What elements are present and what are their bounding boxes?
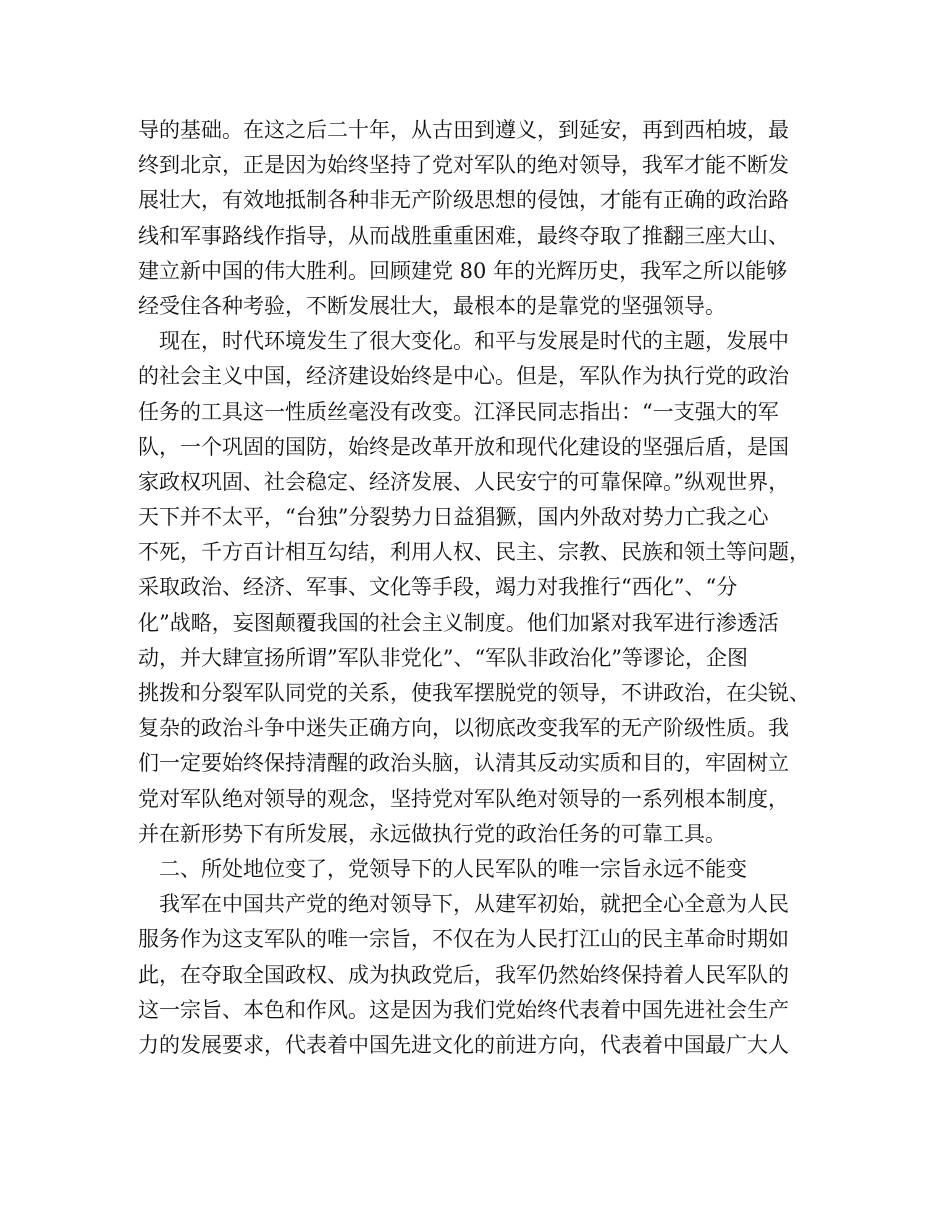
- text-line: 的社会主义中国，经济建设始终是中心。但是，军队作为执行党的政治: [138, 364, 789, 389]
- text-line: 任务的工具这一性质丝毫没有改变。江泽民同志指出：“一支强大的军: [138, 399, 779, 424]
- text-line: 线和军事路线作指导，从而战胜重重困难，最终夺取了推翻三座大山、: [138, 223, 789, 248]
- text-line: 化”战略，妄图颠覆我国的社会主义制度。他们加紧对我军进行渗透活: [138, 610, 779, 635]
- text-line: 展壮大，有效地抵制各种非无产阶级思想的侵蚀，才能有正确的政治路: [138, 188, 789, 213]
- text-line: 天下并不太平，“台独”分裂势力日益猖獗，国内外敌对势力亡我之心: [138, 505, 769, 530]
- text-line: 我军在中国共产党的绝对领导下，从建军初始，就把全心全意为人民: [159, 892, 789, 917]
- text-line: 挑拨和分裂军队同党的关系，使我军摆脱党的领导，不讲政治，在尖锐、: [138, 681, 810, 705]
- text-line: 不死，千方百计相互勾结，利用人权、民主、宗教、民族和领土等问题，: [138, 540, 810, 565]
- text-line: 家政权巩固、社会稳定、经济发展、人民安宁的可靠保障。”纵观世界，: [138, 469, 790, 494]
- text-line: 复杂的政治斗争中迷失正确方向，以彻底改变我军的无产阶级性质。我: [138, 716, 789, 741]
- text-line: 二、所处地位变了，党领导下的人民军队的唯一宗旨永远不能变: [159, 856, 747, 881]
- text-line: 队，一个巩固的国防，始终是改革开放和现代化建设的坚强后盾，是国: [138, 434, 789, 459]
- text-line: 服务作为这支军队的唯一宗旨，不仅在为人民打江山的民主革命时期如: [138, 927, 789, 952]
- text-line: 终到北京，正是因为始终坚持了党对军队的绝对领导，我军才能不断发: [138, 153, 789, 178]
- text-line: 力的发展要求，代表着中国先进文化的前进方向，代表着中国最广大人: [138, 1032, 789, 1057]
- text-line: 动，并大肆宣扬所谓”军队非党化”、“军队非政治化”等谬论，企图: [138, 645, 748, 670]
- text-line: 采取政治、经济、军事、文化等手段，竭力对我推行“西化”、“分: [138, 575, 738, 600]
- text-line: 现在，时代环境发生了很大变化。和平与发展是时代的主题，发展中: [159, 329, 789, 354]
- text-line: 这一宗旨、本色和作风。这是因为我们党始终代表着中国先进社会生产: [138, 997, 789, 1022]
- text-line: 们一定要始终保持清醒的政治头脑，认清其反动实质和目的，牢固树立: [138, 751, 789, 776]
- text-line: 党对军队绝对领导的观念，坚持党对军队绝对领导的一系列根本制度，: [138, 786, 789, 811]
- text-line: 此，在夺取全国政权、成为执政党后，我军仍然始终保持着人民军队的: [138, 962, 789, 987]
- text-line: 导的基础。在这之后二十年，从古田到遵义，到延安，再到西柏坡，最: [138, 118, 789, 142]
- text-line: 建立新中国的伟大胜利。回顾建党 80 年的光辉历史，我军之所以能够: [138, 258, 788, 283]
- body-text: [138, 113, 828, 1063]
- text-line: 经受住各种考验，不断发展壮大，最根本的是靠党的坚强领导。: [138, 293, 726, 318]
- text-line: 并在新形势下有所发展，永远做执行党的政治任务的可靠工具。: [138, 821, 726, 846]
